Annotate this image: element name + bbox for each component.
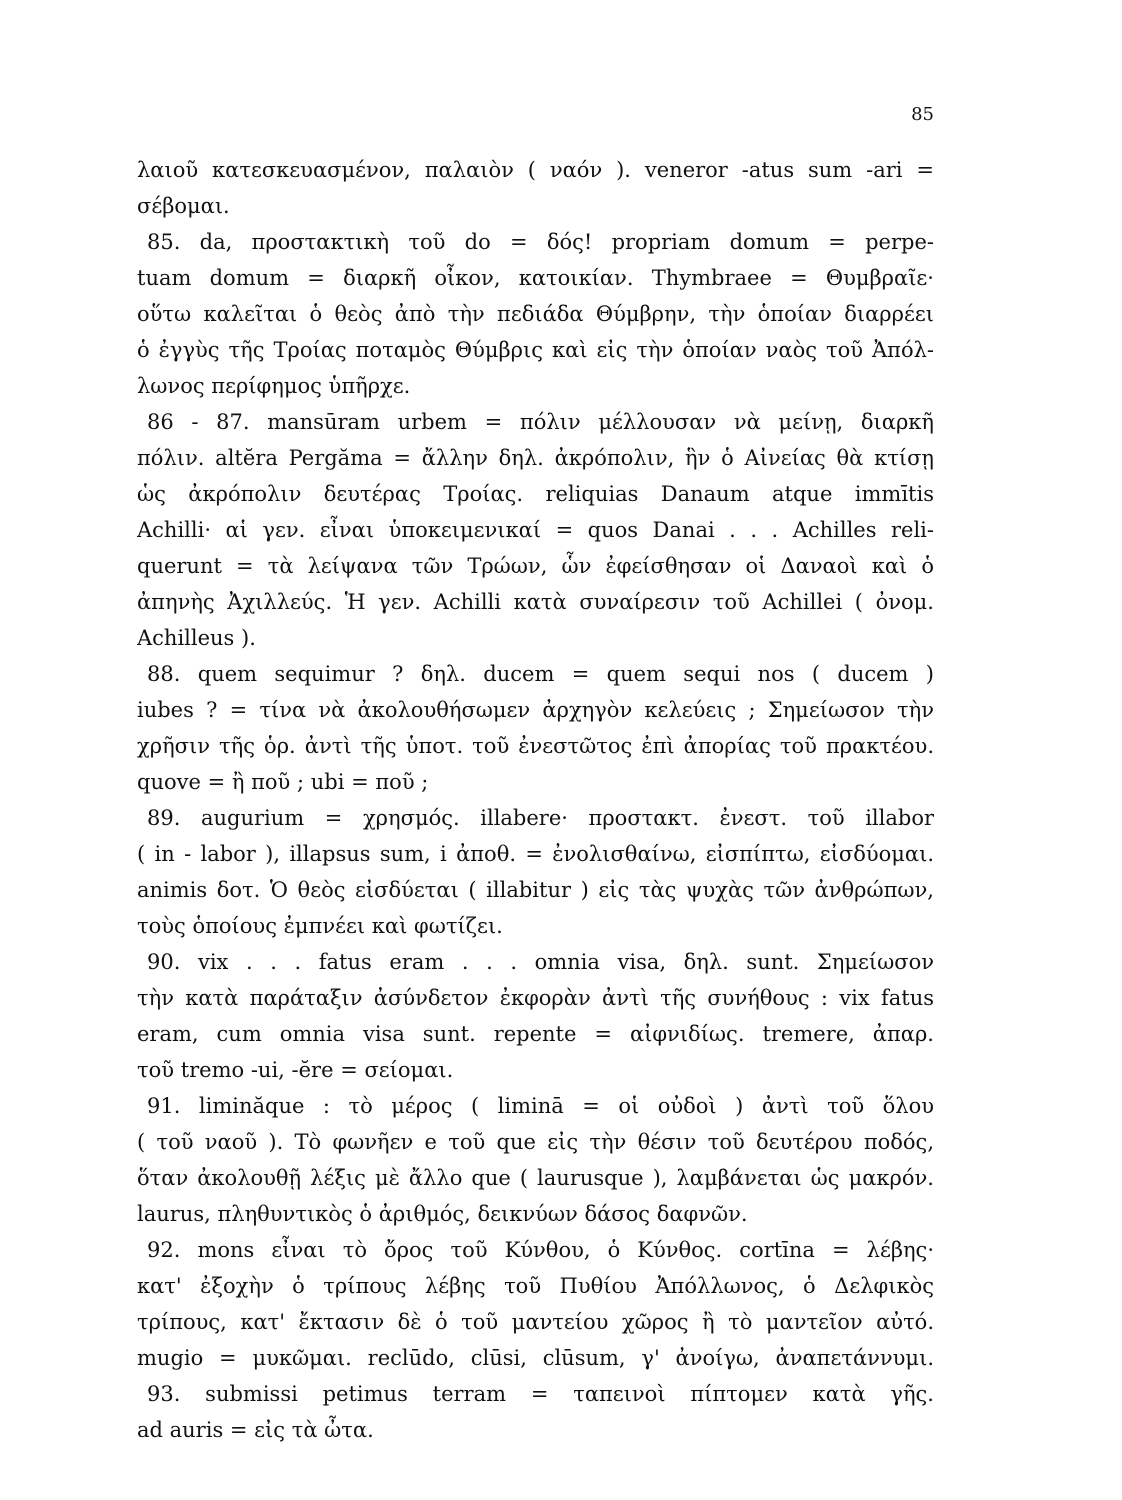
note-89 bbox=[137, 800, 934, 944]
text-line: 89. augurium = χρησμός. illabere· προστακτ. ἐνεστ. τοῦ illabor bbox=[147, 806, 934, 830]
text-line: τὴν κατὰ παράταξιν ἀσύνδετον ἐκφορὰν ἀντὶ τῆς συνήθους : vix fatus bbox=[137, 986, 934, 1010]
text-line: ὁ ἐγγὺς τῆς Τροίας ποταμὸς Θύμβρις καὶ εἰς τὴν ὁποίαν ναὸς τοῦ Ἀπόλ- bbox=[137, 338, 934, 362]
text-line: πόλιν. altĕra Pergăma = ἄλλην δηλ. ἀκρόπολιν, ἣν ὁ Αἰνείας θὰ κτίσῃ bbox=[137, 446, 934, 470]
text-line: 90. vix . . . fatus eram . . . omnia visa, δηλ. sunt. Σημείωσον bbox=[147, 950, 934, 974]
text-line: 93. submissi petimus terram = ταπεινοὶ πίπτομεν κατὰ γῆς. bbox=[147, 1382, 934, 1406]
text-line: iubes ? = τίνα νὰ ἀκολουθήσωμεν ἀρχηγὸν κελεύεις ; Σημείωσον τὴν bbox=[137, 698, 934, 722]
text-line: ad auris = εἰς τὰ ὦτα. bbox=[137, 1418, 374, 1442]
note-90 bbox=[137, 944, 934, 1088]
text-line: σέβομαι. bbox=[137, 194, 230, 218]
text-line: querunt = τὰ λείψανα τῶν Τρώων, ὧν ἐφείσθησαν οἱ Δαναοὶ καὶ ὁ bbox=[137, 554, 934, 578]
text-line: ὅταν ἀκολουθῇ λέξις μὲ ἄλλο que ( laurusque ), λαμβάνεται ὡς μακρόν. bbox=[137, 1166, 934, 1190]
text-line: 88. quem sequimur ? δηλ. ducem = quem sequi nos ( ducem ) bbox=[147, 662, 934, 686]
note-93 bbox=[137, 1376, 934, 1448]
text-line: 92. mons εἶναι τὸ ὄρος τοῦ Κύνθου, ὁ Κύνθος. cortīna = λέβης· bbox=[147, 1238, 934, 1262]
text-line: οὕτω καλεῖται ὁ θεὸς ἀπὸ τὴν πεδιάδα Θύμβρην, τὴν ὁποίαν διαρρέει bbox=[137, 302, 934, 326]
commentary-text bbox=[137, 152, 934, 1448]
text-line: ὡς ἀκρόπολιν δευτέρας Τροίας. reliquias Danaum atque immītis bbox=[137, 482, 934, 506]
text-line: χρῆσιν τῆς ὁρ. ἀντὶ τῆς ὑποτ. τοῦ ἐνεστῶτος ἐπὶ ἀπορίας τοῦ πρακτέου. bbox=[137, 734, 934, 758]
page-number: 85 bbox=[911, 104, 934, 125]
text-line: τοῦ tremo -ui, -ĕre = σείομαι. bbox=[137, 1058, 454, 1082]
text-line: ( τοῦ ναοῦ ). Τὸ φωνῆεν e τοῦ que εἰς τὴν θέσιν τοῦ δευτέρου ποδός, bbox=[137, 1130, 934, 1154]
text-line: ( in - labor ), illapsus sum, i ἀποθ. = ἐνολισθαίνω, εἰσπίπτω, εἰσδύομαι. bbox=[137, 842, 934, 866]
text-line: eram, cum omnia visa sunt. repente = αἰφνιδίως. tremere, ἀπαρ. bbox=[137, 1022, 934, 1046]
text-line: 86 - 87. mansūram urbem = πόλιν μέλλουσαν νὰ μείνῃ, διαρκῆ bbox=[147, 410, 934, 434]
text-line: τοὺς ὁποίους ἐμπνέει καὶ φωτίζει. bbox=[137, 914, 503, 938]
text-line: mugio = μυκῶμαι. reclūdo, clūsi, clūsum, γ' ἀνοίγω, ἀναπετάννυμι. bbox=[137, 1346, 934, 1370]
text-line: τρίπους, κατ' ἔκτασιν δὲ ὁ τοῦ μαντείου χῶρος ἢ τὸ μαντεῖον αὐτό. bbox=[137, 1310, 934, 1334]
text-line: λωνος περίφημος ὑπῆρχε. bbox=[137, 374, 411, 398]
text-line: κατ' ἐξοχὴν ὁ τρίπους λέβης τοῦ Πυθίου Ἀπόλλωνος, ὁ Δελφικὸς bbox=[137, 1274, 934, 1298]
paragraph-continuation bbox=[137, 152, 934, 224]
text-line: 85. da, προστακτικὴ τοῦ do = δός! propriam domum = perpe- bbox=[147, 230, 934, 254]
note-85 bbox=[137, 224, 934, 404]
note-91 bbox=[137, 1088, 934, 1232]
text-line: laurus, πληθυντικὸς ὁ ἀριθμός, δεικνύων δάσος δαφνῶν. bbox=[137, 1202, 748, 1226]
text-line: 91. liminăque : τὸ μέρος ( liminā = οἱ οὐδοὶ ) ἀντὶ τοῦ ὅλου bbox=[147, 1094, 934, 1118]
text-line: Achilleus ). bbox=[137, 626, 256, 650]
text-line: animis δοτ. Ὁ θεὸς εἰσδύεται ( illabitur ) εἰς τὰς ψυχὰς τῶν ἀνθρώπων, bbox=[137, 878, 934, 902]
note-86-87 bbox=[137, 404, 934, 656]
text-line: quove = ἢ ποῦ ; ubi = ποῦ ; bbox=[137, 770, 429, 794]
text-line: Achilli· αἱ γεν. εἶναι ὑποκειμενικαί = quos Danai . . . Achilles reli- bbox=[137, 518, 934, 542]
note-92 bbox=[137, 1232, 934, 1376]
text-line: ἀπηνὴς Ἀχιλλεύς. Ἡ γεν. Achilli κατὰ συναίρεσιν τοῦ Achillei ( ὀνομ. bbox=[137, 590, 934, 614]
text-line: tuam domum = διαρκῆ οἶκον, κατοικίαν. Thymbraee = Θυμβραῖε· bbox=[137, 266, 934, 290]
text-line: λαιοῦ κατεσκευασμένον, παλαιὸν ( ναόν ). veneror -atus sum -ari = bbox=[137, 158, 934, 182]
note-88 bbox=[137, 656, 934, 800]
